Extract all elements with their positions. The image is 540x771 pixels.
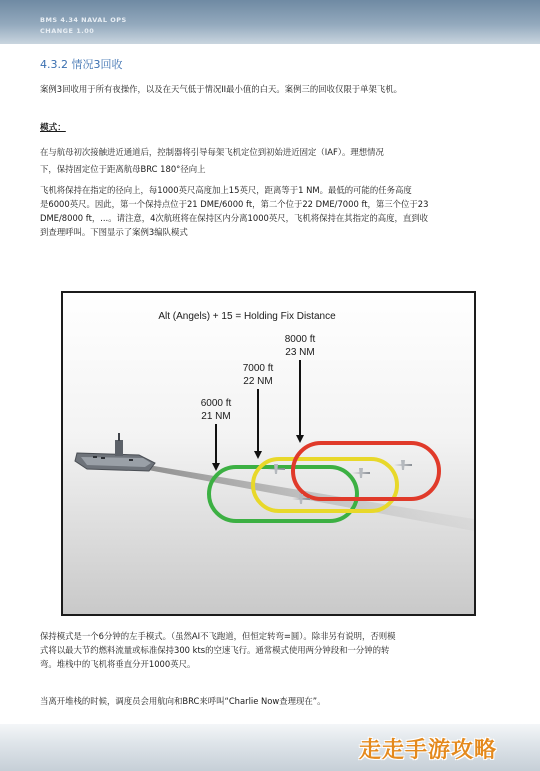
watermark-text: 走走手游攻略 <box>359 738 498 763</box>
paragraph-2-line-4: 到查理呼叫。下图显示了案例3编队模式 <box>40 227 188 237</box>
closing-text: 当离开堆栈的时候，调度员会用航向和BRC来呼叫“Charlie Now查理现在”。 <box>40 696 326 706</box>
section-number: 4.3.2 <box>40 58 68 71</box>
section-heading <box>40 56 123 72</box>
diagram-canvas <box>63 293 474 614</box>
paragraph-2-line-2: 是6000英尺。因此，第一个保持点位于21 DME/6000 ft，第二个位于22 DME/7000 ft，第三个位于23 <box>40 199 429 209</box>
paragraph-3 <box>40 629 502 671</box>
paragraph-3-line-2: 式将以最大节约燃料流量或标准保持300 kts的空速飞行。通常模式使用两分钟段和一分钟的转 <box>40 645 390 655</box>
holding-formula: Alt (Angels) + 15 = Holding Fix Distance <box>158 311 336 322</box>
fix-2-distance: 22 NM <box>243 376 273 387</box>
paragraph-2 <box>40 183 502 239</box>
header-band <box>0 0 540 44</box>
paragraph-1-line-1: 在与航母初次接触进近通道后，控制器将引导每架飞机定位到初始进近固定（IAF）。理想情况 <box>40 147 384 157</box>
fix-1-altitude: 6000 ft <box>200 398 232 409</box>
mode-label: 模式： <box>40 123 66 133</box>
fix-2-altitude: 7000 ft <box>242 363 274 374</box>
intro-text: 案例3回收用于所有夜操作，以及在天气低于情况II最小值的白天。案例三的回收仅限于单架飞机。 <box>40 84 403 94</box>
holding-pattern-diagram <box>61 291 476 616</box>
paragraph-2-line-3: DME/8000 ft，...。请注意，4次航班将在保持区内分离1000英尺，飞机将保持在其指定的高度，直到收 <box>40 213 428 223</box>
doc-change: CHANGE 1.00 <box>40 27 95 35</box>
fix-3-altitude: 8000 ft <box>284 334 316 345</box>
paragraph-3-line-3: 弯。堆栈中的飞机将垂直分开1000英尺。 <box>40 659 196 669</box>
paragraph-2-line-1: 飞机将保持在指定的径向上，每1000英尺高度加上15英尺，距离等于1 NM。最低的可能的任务高度 <box>40 185 412 195</box>
fix-3-distance: 23 NM <box>285 347 315 358</box>
paragraph-1-line-2: 下，保持固定位于距离航母BRC 180°径向上 <box>40 164 206 174</box>
diagram-background <box>63 293 474 614</box>
fix-1-distance: 21 NM <box>201 411 231 422</box>
paragraph-1 <box>40 145 502 176</box>
section-title: 情况3回收 <box>71 58 123 71</box>
doc-title: BMS 4.34 NAVAL OPS <box>40 16 127 24</box>
paragraph-3-line-1: 保持模式是一个6分钟的左手模式。（虽然AI不飞跑道，但恒定转弯=圆）。除非另有说明，否则模 <box>40 631 396 641</box>
